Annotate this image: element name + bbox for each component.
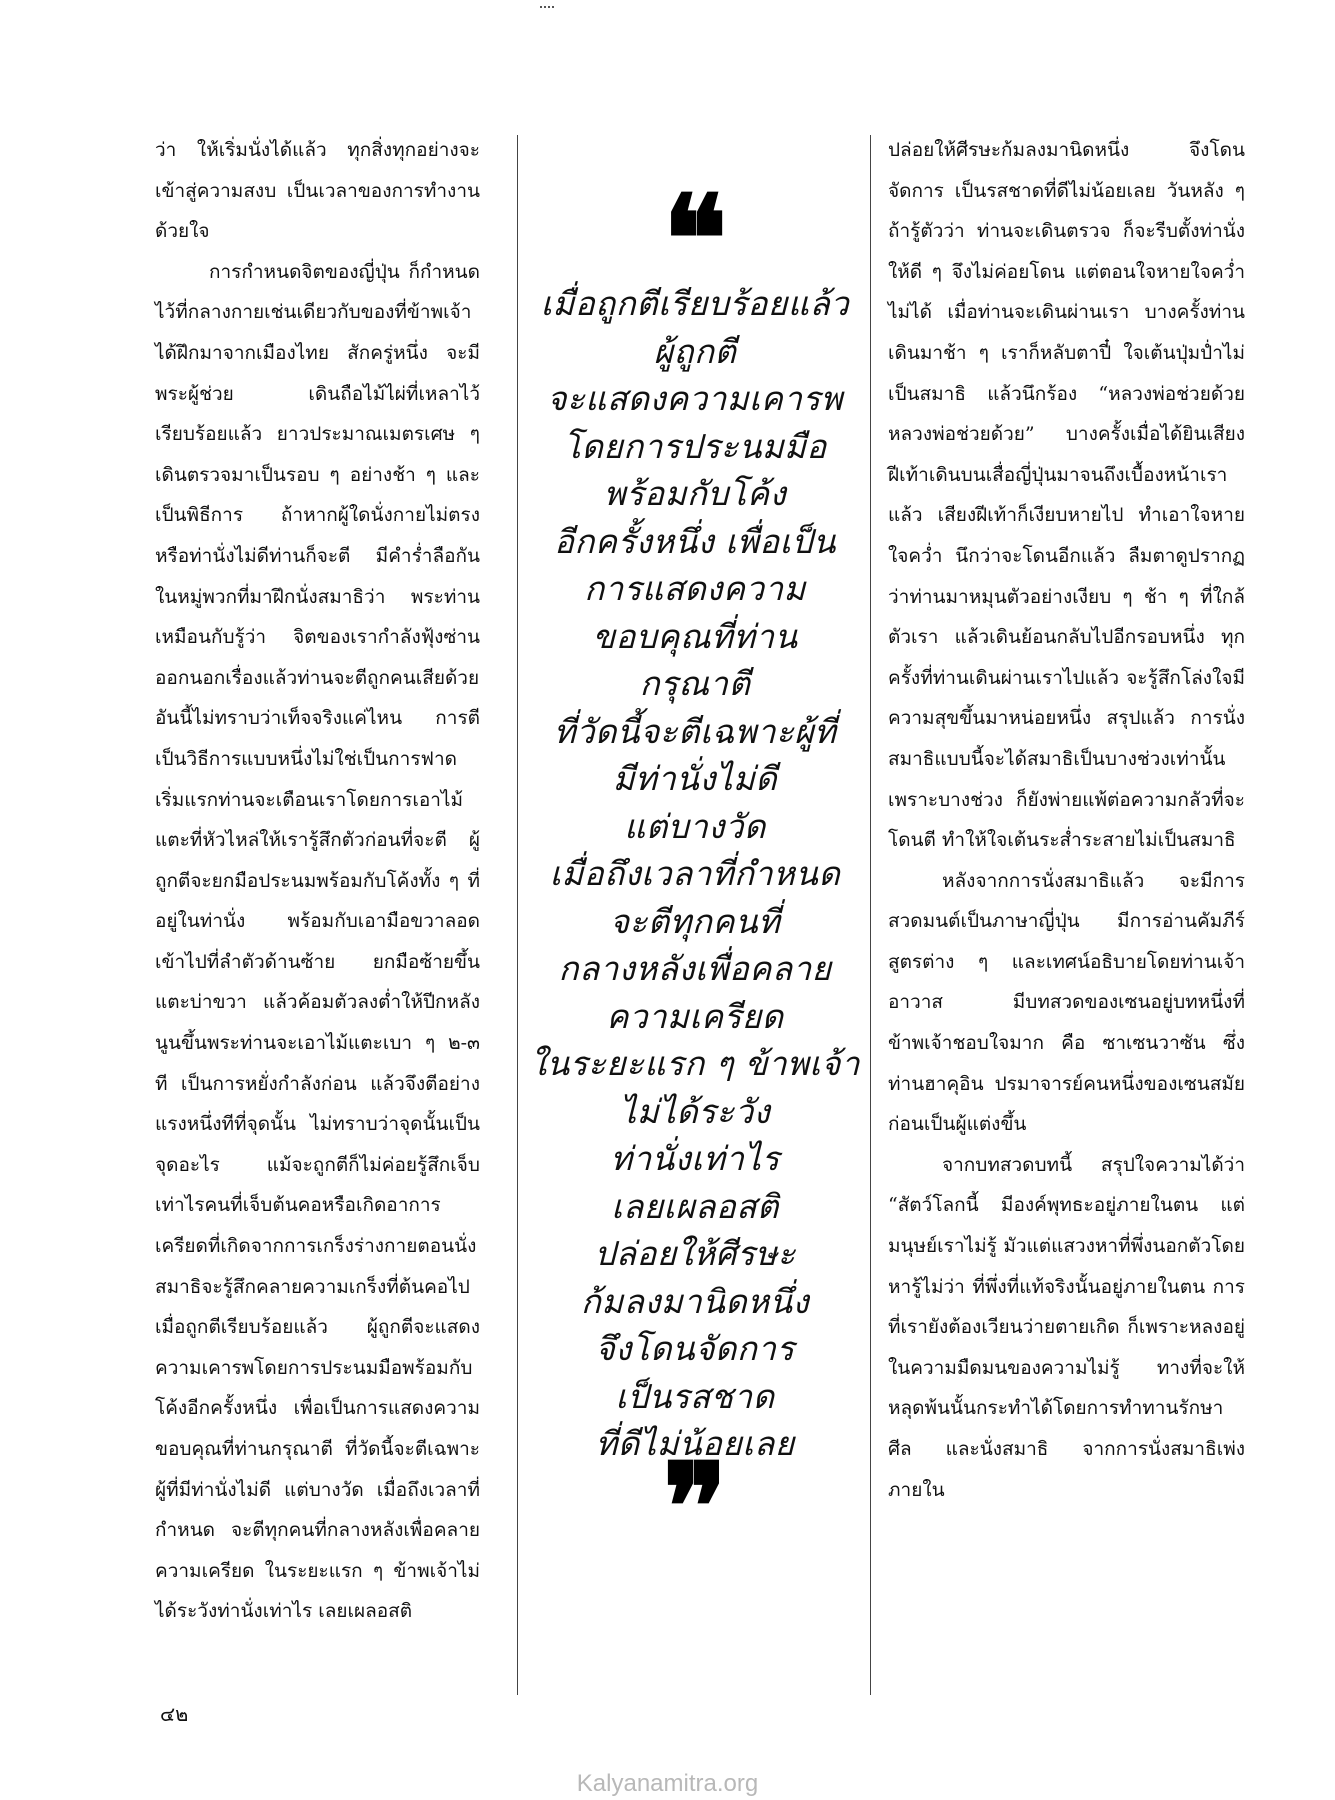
pull-quote-line: ที่วัดนี้จะตีเฉพาะผู้ที่ [553, 711, 837, 751]
left-paragraph-1: ว่า ให้เริ่มนั่งได้แล้ว ทุกสิ่งทุกอย่างจะเข้าสู่ความสงบ เป็นเวลาของการทำงานด้วยใจ [155, 139, 480, 243]
right-text-column [888, 130, 1245, 1510]
left-paragraph-2: การกำหนดจิตของญี่ปุ่น ก็กำหนดไว้ที่กลางกายเช่นเดียวกับของที่ข้าพเจ้าได้ฝึกมาจากเมืองไทย สักครู่หนึ่ง จะมีพระผู้ช่วย เดินถือไม้ไผ่ที่เหลาไว้เรียบร้อยแล้ว ยาวประมาณเมตรเศษ ๆ เดินตรวจมาเป็นรอบ ๆ อย่างช้า ๆ และเป็นพิธีการ ถ้าหากผู้ใดนั่งกายไม่ตรงหรือท่านั่งไม่ดีท่านก็จะตี มีคำร่ำลือกันในหมู่พวกที่มาฝึกนั่งสมาธิว่า พระท่านเหมือนกับรู้ว่า จิตของเรากำลังฟุ้งซ่านออกนอกเรื่องแล้วท่านจะตีถูกคนเสียด้วย อันนี้ไม่ทราบว่าเท็จจริงแค่ไหน การตีเป็นวิธีการแบบหนึ่งไม่ใช่เป็นการฟาด เริ่มแรกท่านจะเตือนเราโดยการเอาไม้แตะที่หัวไหล่ให้เรารู้สึกตัวก่อนที่จะตี ผู้ถูกตีจะยกมือประนมพร้อมกับโค้งทั้ง ๆ ที่อยู่ในท่านั่ง พร้อมกับเอามือขวาลอดเข้าไปที่ลำตัวด้านซ้าย ยกมือซ้ายขึ้นแตะบ่าขวา แล้วค้อมตัวลงต่ำให้ปีกหลังนูนขึ้นพระท่านจะเอาไม้แตะเบา ๆ ๒-๓ ที เป็นการหยั่งกำลังก่อน แล้วจึงตีอย่างแรงหนึ่งทีที่จุดนั้น ไม่ทราบว่าจุดนั้นเป็นจุดอะไร แม้จะถูกตีก็ไม่ค่อยรู้สึกเจ็บเท่าไรคนที่เจ็บต้นคอหรือเกิดอาการเครียดที่เกิดจากการเกร็งร่างกายตอนนั่งสมาธิจะรู้สึกคลายความเกร็งที่ต้นคอไป เมื่อถูกตีเรียบร้อยแล้ว ผู้ถูกตีจะแสดงความเคารพโดยการประนมมือพร้อมกับโค้งอีกครั้งหนึ่ง เพื่อเป็นการแสดงความขอบคุณที่ท่านกรุณาตี ที่วัดนี้จะตีเฉพาะผู้ที่มีท่านั่งไม่ดี แต่บางวัด เมื่อถึงเวลาที่กำหนด จะตีทุกคนที่กลางหลังเพื่อคลายความเครียด ในระยะแรก ๆ ข้าพเจ้าไม่ได้ระวังท่านั่งเท่าไร เลยเผลอสติ [155, 260, 480, 1623]
pull-quote-line: เมื่อถึงเวลาที่กำหนด [549, 854, 841, 893]
pull-quote-line: อีกครั้งหนึ่ง เพื่อเป็น [554, 521, 836, 561]
pull-quote-line: ท่านั่งเท่าไร [610, 1139, 780, 1178]
right-paragraph-2: หลังจากการนั่งสมาธิแล้ว จะมีการสวดมนต์เป็นภาษาญี่ปุ่น มีการอ่านคัมภีร์สูตรต่าง ๆ และเทศน์อธิบายโดยท่านเจ้าอาวาส มีบทสวดของเซนอยู่บทหนึ่งที่ข้าพเจ้าชอบใจมาก คือ ซาเซนวาซัน ซึ่งท่านฮาคุอิน ปรมาจารย์คนหนึ่งของเซนสมัยก่อนเป็นผู้แต่งขึ้น [888, 869, 1245, 1136]
pull-quote-line: จะตีทุกคนที่ [609, 901, 781, 941]
pull-quote-line: ผู้ถูกตี [653, 331, 737, 371]
pull-quote-line: ไม่ได้ระวัง [619, 1091, 771, 1131]
pull-quote-line: จึงโดนจัดการ [595, 1329, 795, 1368]
top-print-mark [540, 0, 554, 8]
right-paragraph-1: ปล่อยให้ศีรษะก้มลงมานิดหนึ่ง จึงโดนจัดการ เป็นรสชาดที่ดีไม่น้อยเลย วันหลัง ๆ ถ้ารู้ตัวว่า ท่านจะเดินตรวจ ก็จะรีบตั้งท่านั่งให้ดี ๆ จึงไม่ค่อยโดน แต่ตอนใจหายใจคว่ำไม่ได้ เมื่อท่านจะเดินผ่านเรา บางครั้งท่านเดินมาช้า ๆ เราก็หลับตาปี๋ ใจเต้นปุ่มป่ำไม่เป็นสมาธิ แล้วนึกร้อง “หลวงพ่อช่วยด้วย หลวงพ่อช่วยด้วย” บางครั้งเมื่อได้ยินเสียงฝีเท้าเดินบนเสื่อญี่ปุ่นมาจนถึงเบื้องหน้าเราแล้ว เสียงฝีเท้าก็เงียบหายไป ทำเอาใจหายใจคว่ำ นึกว่าจะโดนอีกแล้ว ลืมตาดูปรากฏว่าท่านมาหมุนตัวอย่างเงียบ ๆ ช้า ๆ ที่ใกล้ตัวเรา แล้วเดินย้อนกลับไปอีกรอบหนึ่ง ทุกครั้งที่ท่านเดินผ่านเราไปแล้ว จะรู้สึกโล่งใจมีความสุขขึ้นมาหน่อยหนึ่ง สรุปแล้ว การนั่งสมาธิแบบนี้จะได้สมาธิเป็นบางช่วงเท่านั้น เพราะบางช่วง ก็ยังพ่ายแพ้ต่อความกลัวที่จะโดนตี ทำให้ใจเต้นระส่ำระสายไม่เป็นสมาธิ [888, 139, 1245, 852]
pull-quote-line: จะแสดงความเคารพ [547, 379, 843, 418]
page-number: ๔๒ [160, 1702, 189, 1726]
pull-quote-line: ขอบคุณที่ท่าน [592, 616, 798, 656]
pull-quote-line: แต่บางวัด [624, 806, 766, 846]
pull-quote-line: โดยการประนมมือ [563, 426, 827, 466]
pull-quote-line: ก้มลงมานิดหนึ่ง [580, 1281, 810, 1321]
pull-quote [520, 169, 870, 1578]
column-divider-left [517, 135, 518, 1695]
pull-quote-line: มีท่านั่งไม่ดี [612, 759, 778, 798]
pull-quote-line: กลางหลังเพื่อคลาย [558, 949, 832, 988]
pull-quote-line: ปล่อยให้ศีรษะ [594, 1234, 796, 1273]
pull-quote-line: การแสดงความ [584, 569, 806, 608]
open-quote-icon: ❝ [662, 169, 728, 310]
right-paragraph-3: จากบทสวดบทนี้ สรุปใจความได้ว่า “สัตว์โลกนี้ มีองค์พุทธะอยู่ภายในตน แต่มนุษย์เราไม่รู้ มัวแต่แสวงหาที่พึ่งนอกตัวโดยหารู้ไม่ว่า ที่พึ่งที่แท้จริงนั้นอยู่ภายในตน การที่เรายังต้องเวียนว่ายตายเกิด ก็เพราะหลงอยู่ในความมืดมนของความไม่รู้ ทางที่จะให้หลุดพ้นนั้นกระทำได้โดยการทำทานรักษาศีล และนั่งสมาธิ จากการนั่งสมาธิเพ่งภายใน [888, 1153, 1245, 1501]
left-text-column [155, 130, 480, 1632]
pull-quote-line: เป็นรสชาด [615, 1376, 775, 1416]
pull-quote-line: กรุณาตี [639, 664, 751, 703]
pull-quote-line: ความเครียด [606, 996, 784, 1036]
pull-quote-text [520, 280, 870, 1468]
pull-quote-line: พร้อมกับโค้ง [603, 474, 787, 513]
pull-quote-line: เมื่อถูกตีเรียบร้อยแล้ว [540, 284, 850, 323]
watermark: Kalyanamitra.org [576, 1770, 759, 1797]
pull-quote-line: ที่ดีไม่น้อยเลย [595, 1424, 795, 1463]
column-divider-right [870, 135, 871, 1695]
pull-quote-line: ในระยะแรก ๆ ข้าพเจ้า [530, 1044, 860, 1083]
close-quote-icon: ❞ [662, 1436, 728, 1578]
pull-quote-line: เลยเผลอสติ [611, 1186, 779, 1226]
